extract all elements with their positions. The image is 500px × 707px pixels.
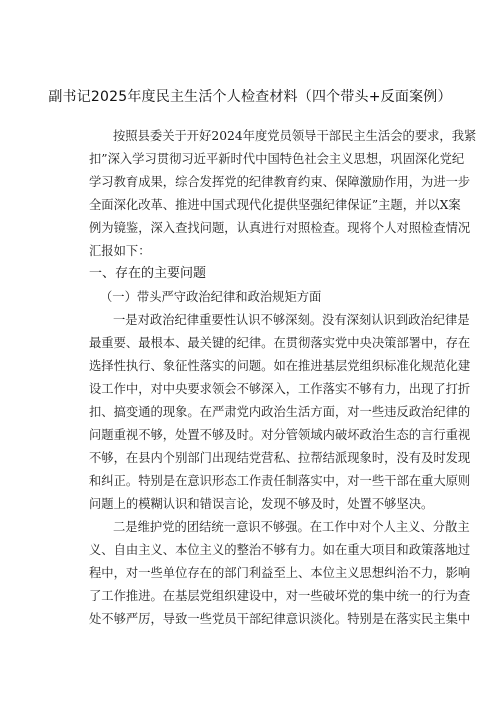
paragraph-line: 选择性执行、象征性落实的问题。如在推进基层党组织标准化规范化建 bbox=[89, 359, 471, 373]
paragraph-line: 处不够严厉，导致一些党员干部纪律意识淡化。特别是在落实民主集中 bbox=[89, 612, 471, 626]
paragraph-line: 二是维护党的团结统一意识不够强。在工作中对个人主义、分散主 bbox=[113, 520, 470, 534]
intro-line: 学习教育成果，综合发挥党的纪律教育约束、保障激励作用，为进一步 bbox=[89, 175, 471, 189]
section-heading: 一、存在的主要问题 bbox=[89, 266, 207, 281]
paragraph-line: 义、自由主义、本位主义的整治不够有力。如在重大项目和政策落地过 bbox=[89, 543, 471, 557]
paragraph-line: 了工作推进。在基层党组织建设中，对一些破坏党的集中统一的行为查 bbox=[89, 589, 471, 603]
subsection-heading: （一）带头严守政治纪律和政治规矩方面 bbox=[100, 290, 322, 304]
paragraph-line: 和纠正。特别是在意识形态工作责任制落实中，对一些干部在重大原则 bbox=[89, 474, 471, 488]
intro-line: 扣”深入学习贯彻习近平新时代中国特色社会主义思想，巩固深化党纪 bbox=[89, 152, 465, 166]
intro-line: 全面深化改革、推进中国式现代化提供坚强纪律保证”主题，并以X案 bbox=[89, 198, 461, 212]
intro-line: 汇报如下： bbox=[89, 244, 151, 258]
document-title: 副书记2025年度民主生活个人检查材料（四个带头+反面案例） bbox=[48, 89, 452, 105]
intro-line: 例为镜鉴，深入查找问题，认真进行对照检查。现将个人对照检查情况 bbox=[89, 221, 471, 235]
paragraph-line: 设工作中，对中央要求领会不够深入，工作落实不够有力，出现了打折 bbox=[89, 382, 471, 396]
paragraph-line: 一是对政治纪律重要性认识不够深刻。没有深刻认识到政治纪律是 bbox=[113, 313, 470, 327]
paragraph-line: 不够，在县内个别部门出现结党营私、拉帮结派现象时，没有及时发现 bbox=[89, 451, 471, 465]
paragraph-line: 程中，对一些单位存在的部门利益至上、本位主义思想纠治不力，影响 bbox=[89, 566, 471, 580]
paragraph-line: 问题上的模糊认识和错误言论，发现不够及时，处置不够坚决。 bbox=[89, 497, 434, 511]
intro-line: 按照县委关于开好2024年度党员领导干部民主生活会的要求，我紧 bbox=[113, 129, 477, 143]
paragraph-line: 问题重视不够，处置不够及时。对分管领域内破坏政治生态的言行重视 bbox=[89, 428, 471, 442]
paragraph-line: 最重要、最根本、最关键的纪律。在贯彻落实党中央决策部署中，存在 bbox=[89, 336, 471, 350]
paragraph-line: 扣、搞变通的现象。在严肃党内政治生活方面，对一些违反政治纪律的 bbox=[89, 405, 471, 419]
